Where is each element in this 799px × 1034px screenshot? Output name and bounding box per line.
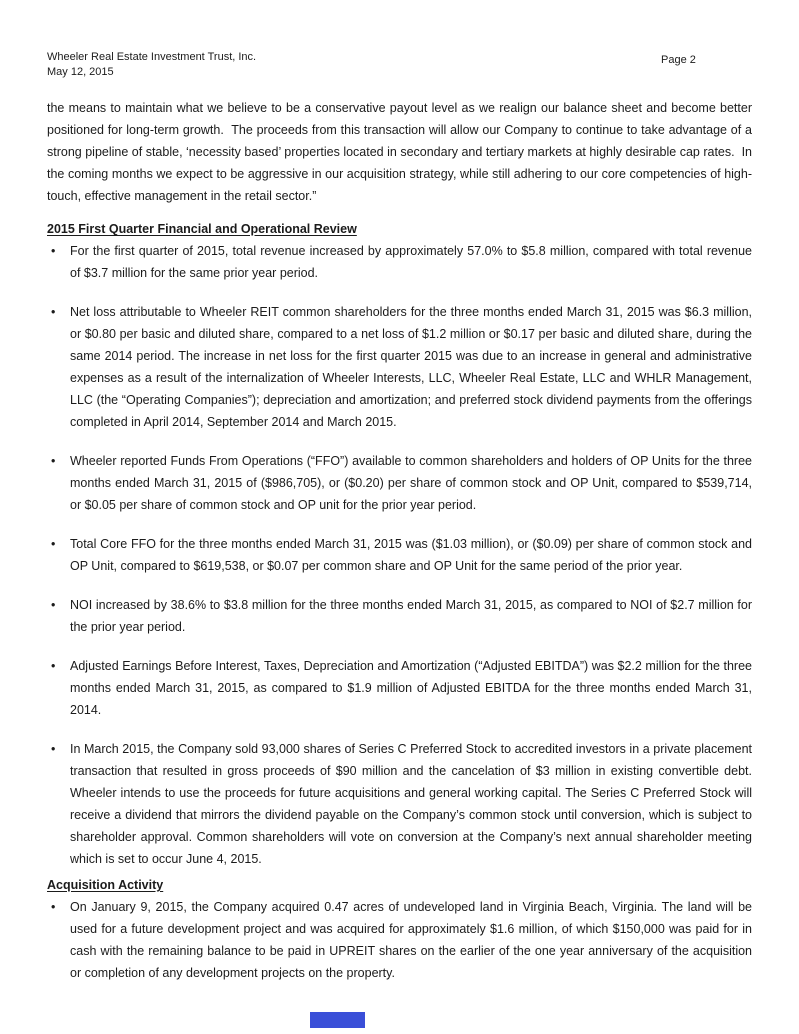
list-item-series-c-preferred — [47, 738, 752, 870]
bullet-icon: • — [51, 598, 56, 612]
list-item-revenue — [47, 240, 752, 284]
list-item-text: In March 2015, the Company sold 93,000 shares of Series C Preferred Stock to accredited investors in a private placement transaction that resulted in gross proceeds of $90 million and the cancelation of $3 million in existing convertible debt. Wheeler intends to use the proceeds for future acquisitions and general working capital. The Series C Preferred Stock will receive a dividend that mirrors the dividend payable on the Company’s common stock until conversion, which is subject to shareholder approval. Common shareholders will vote on conversion at the Company’s next annual shareholder meeting which is set to occur June 4, 2015. — [70, 742, 752, 866]
bullet-icon: • — [51, 305, 56, 319]
list-item-text: Wheeler reported Funds From Operations (“FFO”) available to common shareholders and holders of OP Units for the three months ended March 31, 2015 of ($986,705), or ($0.20) per share of common stock and OP Unit, compared to $539,714, or $0.05 per share of common stock and OP unit for the prior year period. — [70, 454, 752, 512]
list-item-ffo — [47, 450, 752, 516]
bullet-icon: • — [51, 742, 56, 756]
list-item-net-loss — [47, 301, 752, 433]
list-item-text: On January 9, 2015, the Company acquired 0.47 acres of undeveloped land in Virginia Beach, Virginia. The land will be used for a future development project and was acquired for approximately $1.6 million, of which $150,000 was paid for in cash with the remaining balance to be paid in UPREIT shares on the earlier of the one year anniversary of the acquisition or completion of any development projects on the property. — [70, 900, 752, 980]
page-number: Page 2 — [661, 54, 696, 66]
bullet-icon: • — [51, 244, 56, 258]
bullet-icon: • — [51, 454, 56, 468]
list-item-noi — [47, 594, 752, 638]
financial-review-list — [47, 240, 752, 870]
section-heading-financial-review-text: 2015 First Quarter Financial and Operational Review — [47, 222, 357, 236]
document-date: May 12, 2015 — [47, 66, 114, 78]
list-item-adjusted-ebitda — [47, 655, 752, 721]
header-left — [47, 50, 256, 80]
list-item-core-ffo — [47, 533, 752, 577]
list-item-text: For the first quarter of 2015, total revenue increased by approximately 57.0% to $5.8 million, compared with total revenue of $3.7 million for the same prior year period. — [70, 244, 752, 280]
bullet-icon: • — [51, 900, 56, 914]
section-heading-acquisition-activity — [47, 874, 752, 896]
list-item-text: Total Core FFO for the three months ended March 31, 2015 was ($1.03 million), or ($0.09) per share of common stock and OP Unit, compared to $619,538, or $0.07 per common share and OP Unit for the same period of the prior year. — [70, 537, 752, 573]
list-item-text: NOI increased by 38.6% to $3.8 million for the three months ended March 31, 2015, as compared to NOI of $2.7 million for the prior year period. — [70, 598, 752, 634]
acquisition-activity-list — [47, 896, 752, 984]
footer-accent-bar — [310, 1012, 365, 1028]
section-heading-financial-review — [47, 218, 752, 240]
company-name: Wheeler Real Estate Investment Trust, Inc. — [47, 51, 257, 63]
list-item-text: Adjusted Earnings Before Interest, Taxes, Depreciation and Amortization (“Adjusted EBITDA”) was $2.2 million for the three months ended March 31, 2015, as compared to $1.9 million of Adjusted EBITDA for the three months ended March 31, 2014. — [70, 659, 752, 717]
list-item-land-acquisition — [47, 896, 752, 984]
bullet-icon: • — [51, 537, 56, 551]
list-item-text: Net loss attributable to Wheeler REIT common shareholders for the three months ended March 31, 2015 was $6.3 million, or $0.80 per basic and diluted share, compared to a net loss of $1.2 million or $0.17 per basic and diluted share, during the same 2014 period. The increase in net loss for the first quarter 2015 was due to an increase in general and administrative expenses as a result of the internalization of Wheeler Interests, LLC, Wheeler Real Estate, LLC and WHLR Management, LLC (the “Operating Companies”); depreciation and amortization; and preferred stock dividend payments from the offerings completed in April 2014, September 2014 and March 2015. — [70, 305, 752, 429]
page-header — [47, 50, 752, 80]
section-heading-acquisition-activity-text: Acquisition Activity — [47, 878, 164, 892]
intro-paragraph: the means to maintain what we believe to be a conservative payout level as we realign our balance sheet and become better positioned for long-term growth. The proceeds from this transaction will allow our Company to continue to take advantage of a strong pipeline of stable, ‘necessity based’ properties located in secondary and tertiary markets at highly desirable cap rates. In the coming months we expect to be aggressive in our acquisition strategy, while still adhering to our core competencies of high-touch, effective management in the retail sector.” — [47, 101, 752, 203]
bullet-icon: • — [51, 659, 56, 673]
